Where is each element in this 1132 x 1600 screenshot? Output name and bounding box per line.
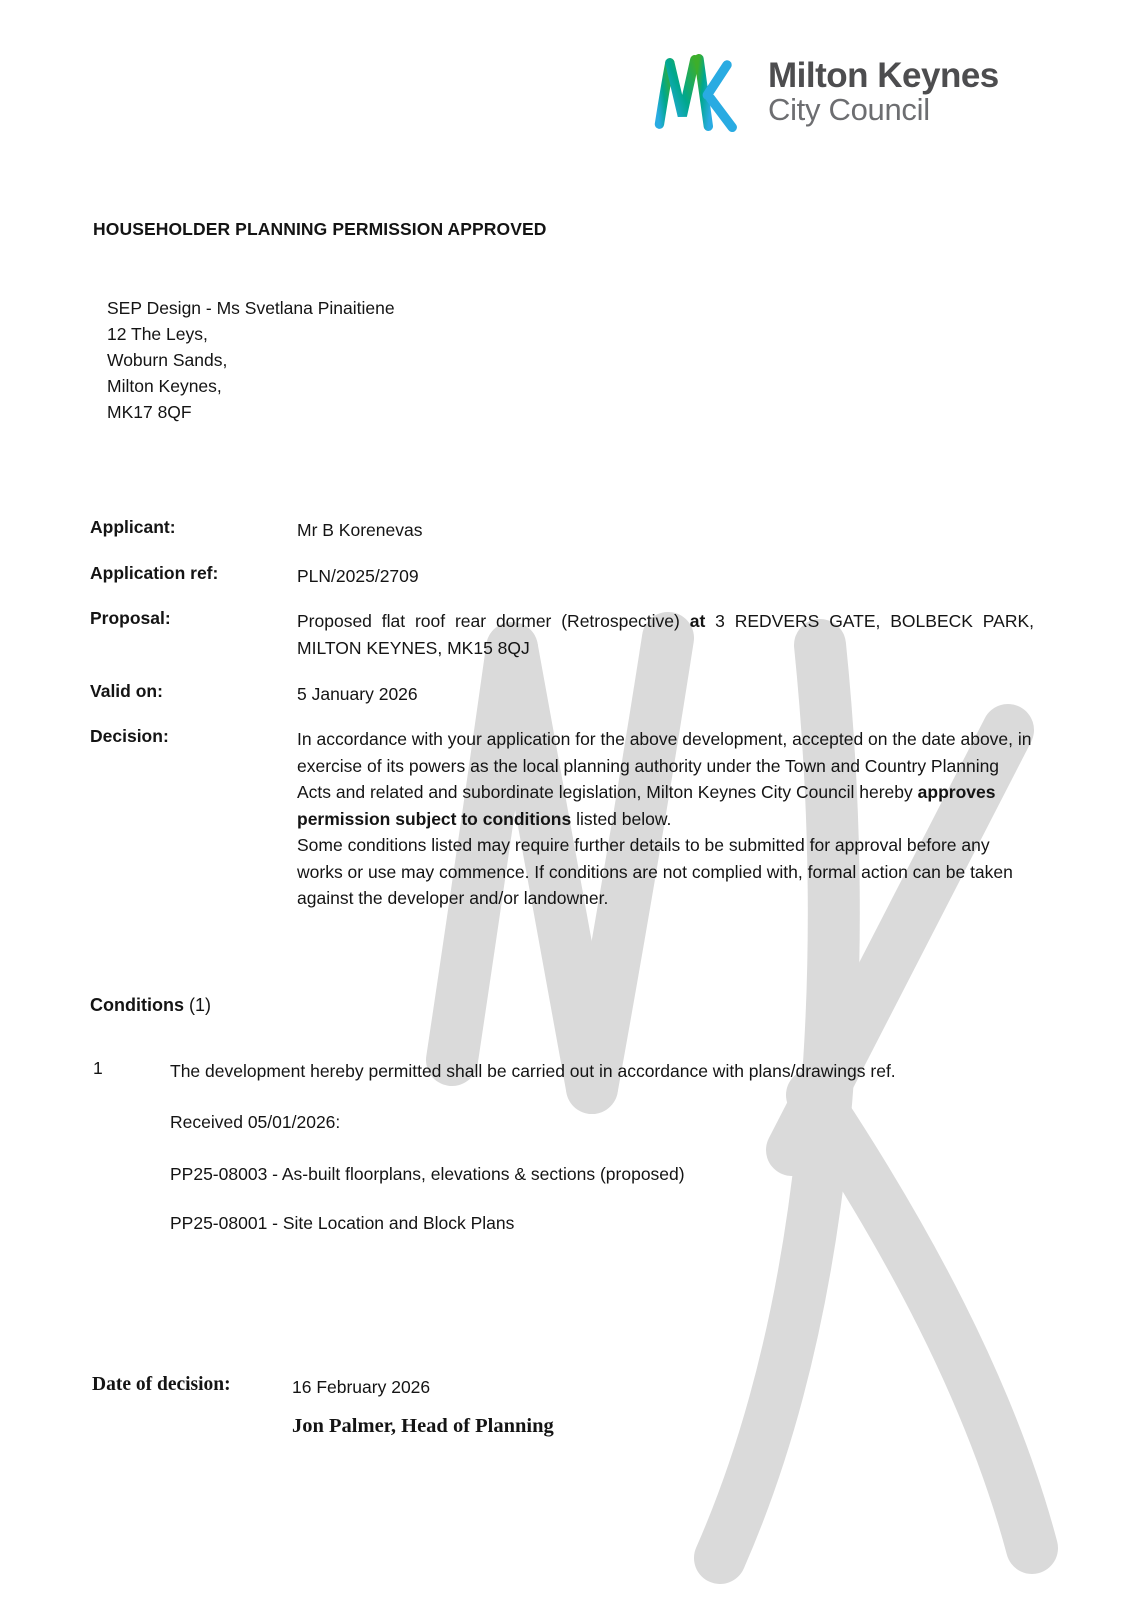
decision-text-1: In accordance with your application for the above development, accepted on the date above, in exercise of its powers as the local planning authority under the Town and Country Planning Acts and related and subordinate legislation, Milton Keynes City Council hereby [297, 729, 1032, 802]
doc-heading: HOUSEHOLDER PLANNING PERMISSION APPROVED [93, 219, 547, 239]
condition-detail-line: PP25-08003 - As-built floorplans, elevations & sections (proposed) [170, 1164, 685, 1184]
conditions-heading-title: Conditions [90, 995, 184, 1015]
org-subtitle: City Council [768, 92, 930, 128]
proposal-text-2: 3 REDVERS GATE, BOLBECK PARK, MILTON KEYNES, MK15 8QJ [297, 611, 1034, 658]
valid-on-value: 5 January 2026 [297, 684, 418, 704]
council-logo [648, 50, 999, 136]
decision-label: Decision: [90, 726, 169, 746]
mk-logo-icon [648, 50, 752, 136]
address-line: Milton Keynes, [107, 376, 222, 396]
applicant-value: Mr B Korenevas [297, 520, 423, 540]
decision-paragraph-2: Some conditions listed may require further details to be submitted for approval before any works or use may commence. If conditions are not complied with, formal action can be taken against the developer and/or landowner. [297, 835, 1013, 908]
conditions-heading [90, 995, 211, 1016]
decision-text-bold: approves permission subject to conditions [297, 782, 996, 829]
decision-text-2: listed below. [571, 808, 672, 829]
condition-detail-line: PP25-08001 - Site Location and Block Plans [170, 1213, 515, 1233]
proposal-text-1: Proposed flat roof rear dormer (Retrospective) [297, 611, 690, 631]
condition-text: The development hereby permitted shall be carried out in accordance with plans/drawings ref. [170, 1061, 896, 1081]
condition-number: 1 [93, 1058, 103, 1078]
applicant-label: Applicant: [90, 517, 176, 537]
date-of-decision-label: Date of decision: [92, 1374, 231, 1395]
org-name: Milton Keynes [768, 55, 999, 95]
proposal-label: Proposal: [90, 608, 171, 628]
signature-name-title: Jon Palmer, Head of Planning [292, 1415, 554, 1437]
condition-detail-line: Received 05/01/2026: [170, 1112, 341, 1132]
decision-paragraph-1 [297, 726, 1034, 832]
proposal-value [297, 608, 1034, 661]
address-line: Woburn Sands, [107, 350, 228, 370]
address-line: SEP Design - Ms Svetlana Pinaitiene [107, 298, 395, 318]
recipient-address [107, 295, 395, 425]
valid-on-label: Valid on: [90, 681, 163, 701]
decision-value [297, 726, 1034, 912]
application-ref-label: Application ref: [90, 563, 219, 583]
proposal-text-bold: at [689, 611, 706, 631]
address-line: MK17 8QF [107, 402, 192, 422]
address-line: 12 The Leys, [107, 324, 208, 344]
conditions-heading-count: (1) [183, 995, 211, 1015]
application-ref-value: PLN/2025/2709 [297, 566, 419, 586]
date-of-decision-value: 16 February 2026 [292, 1377, 431, 1397]
